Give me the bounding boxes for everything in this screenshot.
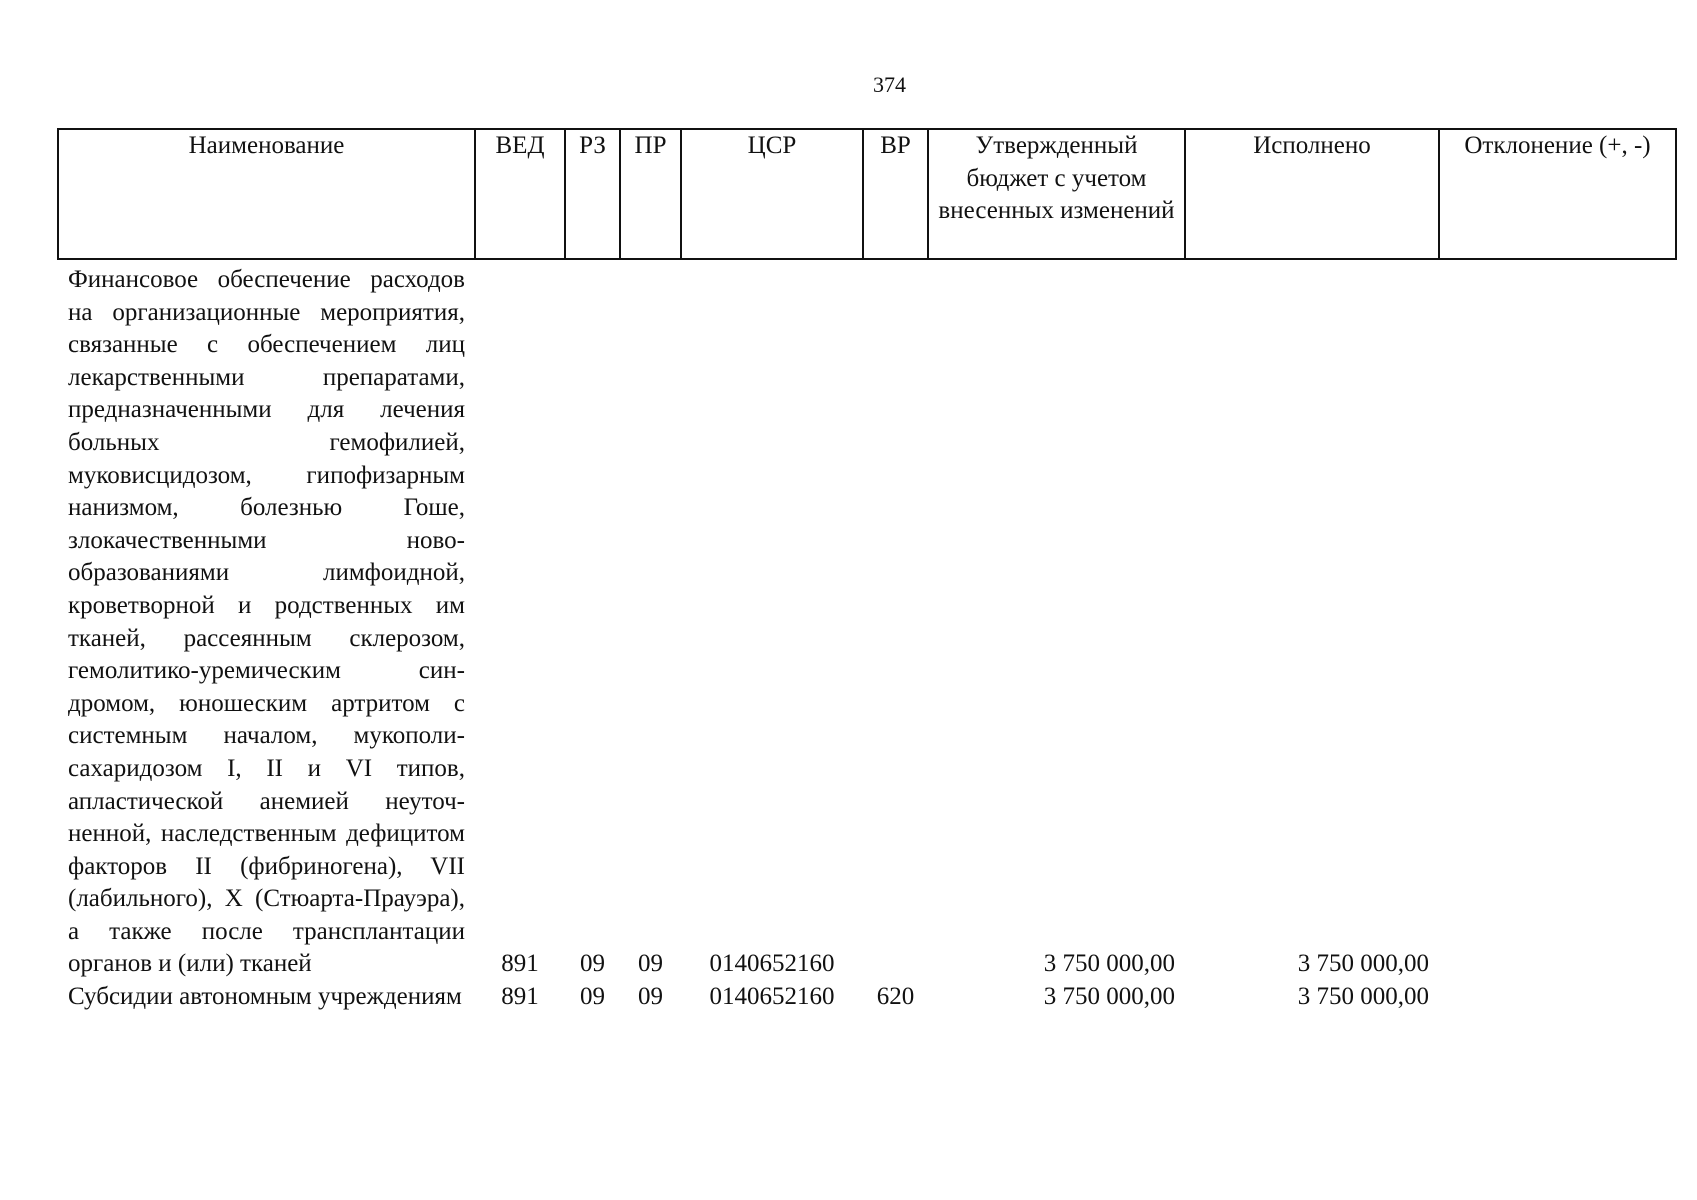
row-pr: 09: [638, 950, 663, 978]
table-row: [58, 259, 1676, 981]
row-approved: 3 750 000,00: [1043, 983, 1175, 1011]
header-executed: Исполнено: [1185, 129, 1439, 259]
row-deviation: [1439, 259, 1676, 981]
row-pr: 09: [638, 983, 663, 1011]
header-csr: ЦСР: [681, 129, 863, 259]
header-vr: ВР: [863, 129, 928, 259]
row-ved: 891: [501, 983, 539, 1011]
row-executed: 3 750 000,00: [1297, 983, 1429, 1011]
row-name: Финансовое обеспечение расходов на организационные мероприятия, связанные с обеспечением лиц лекарственными препаратами, предназначенными для лечения больных гемофилией, муковисцидозом, гипофизарным нанизмом, болезнью Гоше, злокачественными новообразованиями лимфоидной, кроветворной и родственных им тканей, рассеянным склерозом, гемолитико-уремическим синдромом, юношеским артритом с системным началом, мукополисахаридозом I, II и VI типов, апластической анемией неуточненной, наследственным дефицитом факторов II (фибриногена), VII (лабильного), X (Стюарта-Прауэра), а также после трансплантации органов и (или) тканей: [68, 266, 465, 978]
header-name: Наименование: [58, 129, 475, 259]
row-approved: 3 750 000,00: [1043, 950, 1175, 978]
row-deviation: [1439, 981, 1676, 1014]
table-row: [58, 981, 1676, 1014]
row-vr: [863, 259, 928, 981]
row-name: Субсидии автономным учреждениям: [68, 983, 462, 1011]
row-csr: 0140652160: [709, 950, 835, 978]
header-row: [58, 129, 1676, 259]
header-rz: РЗ: [565, 129, 620, 259]
page-number: 374: [873, 72, 906, 97]
budget-execution-table: [57, 128, 1677, 1014]
row-rz: 09: [580, 950, 605, 978]
header-deviation: Отклонение (+, -): [1439, 129, 1676, 259]
table-header: [58, 129, 1676, 259]
row-executed: 3 750 000,00: [1297, 950, 1429, 978]
row-rz: 09: [580, 983, 605, 1011]
header-approved: Утвержденный бюджет с учетом внесенных изменений: [928, 129, 1185, 259]
row-vr: 620: [876, 983, 915, 1011]
row-csr: 0140652160: [709, 983, 835, 1011]
table-body: [58, 259, 1676, 1014]
row-ved: 891: [501, 950, 539, 978]
header-pr: ПР: [620, 129, 681, 259]
header-ved: ВЕД: [475, 129, 565, 259]
